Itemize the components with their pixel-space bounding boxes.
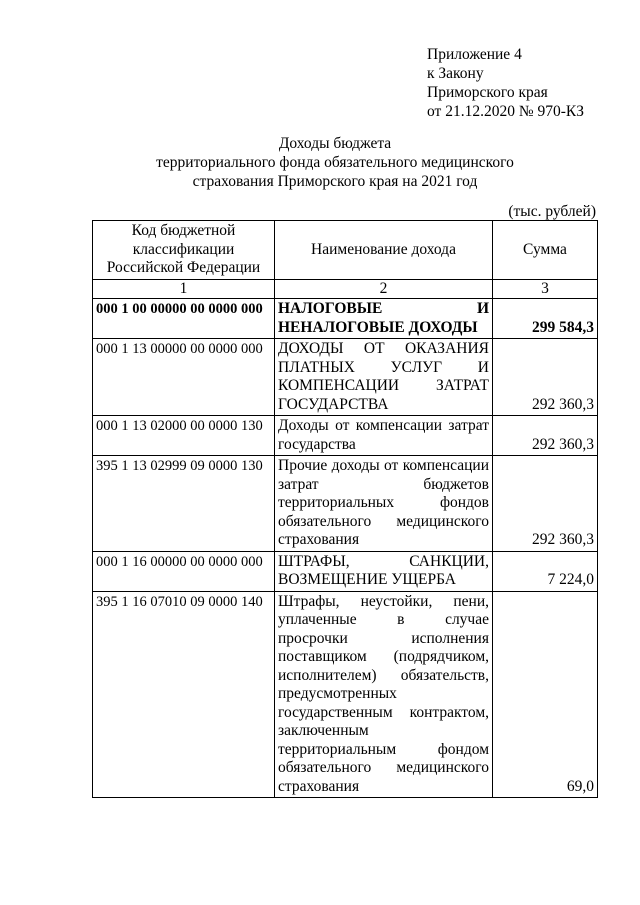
header-sum: Сумма bbox=[493, 221, 598, 280]
column-number: 2 bbox=[275, 279, 493, 299]
row-sum: 292 360,3 bbox=[493, 339, 598, 416]
table-row bbox=[93, 456, 598, 552]
row-sum: 69,0 bbox=[493, 591, 598, 798]
annex-line: Приложение 4 bbox=[427, 46, 522, 63]
row-code: 000 1 13 02000 00 0000 130 bbox=[93, 416, 275, 456]
row-name: Штрафы, неустойки, пени, уплаченные в случае просрочки исполнения поставщиком (подрядчиком, исполнителем) обязательств, предусмотренных государственным контрактом, заключенным территориальным фондом обязательного медицинского страхования bbox=[275, 591, 493, 798]
table-row bbox=[93, 591, 598, 798]
row-name: Прочие доходы от компенсации затрат бюджетов территориальных фондов обязательного медицинского страхования bbox=[275, 456, 493, 552]
row-name: Доходы от компенсации затрат государства bbox=[275, 416, 493, 456]
row-sum: 299 584,3 bbox=[493, 299, 598, 339]
table-row bbox=[93, 551, 598, 591]
annex-reference bbox=[427, 45, 584, 121]
annex-line: Приморского края bbox=[427, 84, 548, 101]
row-name: НАЛОГОВЫЕ И НЕНАЛОГОВЫЕ ДОХОДЫ bbox=[275, 299, 493, 339]
row-code: 000 1 16 00000 00 0000 000 bbox=[93, 551, 275, 591]
table-header-row bbox=[93, 221, 598, 280]
header-code: Код бюджетной классификации Российской Федерации bbox=[93, 221, 275, 280]
annex-line: к Закону bbox=[427, 65, 484, 82]
table-row bbox=[93, 339, 598, 416]
units-note: (тыс. рублей) bbox=[508, 203, 596, 220]
row-sum: 7 224,0 bbox=[493, 551, 598, 591]
title-line: страхования Приморского края на 2021 год bbox=[192, 173, 478, 190]
row-sum: 292 360,3 bbox=[493, 456, 598, 552]
title-line: территориального фонда обязательного медицинского bbox=[156, 154, 514, 171]
document-title bbox=[130, 134, 540, 191]
row-name: ДОХОДЫ ОТ ОКАЗАНИЯ ПЛАТНЫХ УСЛУГ И КОМПЕНСАЦИИ ЗАТРАТ ГОСУДАРСТВА bbox=[275, 339, 493, 416]
column-number: 3 bbox=[493, 279, 598, 299]
column-numbers-row bbox=[93, 279, 598, 299]
row-code: 000 1 13 00000 00 0000 000 bbox=[93, 339, 275, 416]
table-row bbox=[93, 416, 598, 456]
table-row bbox=[93, 299, 598, 339]
row-sum: 292 360,3 bbox=[493, 416, 598, 456]
header-name: Наименование дохода bbox=[275, 221, 493, 280]
row-name: ШТРАФЫ, САНКЦИИ, ВОЗМЕЩЕНИЕ УЩЕРБА bbox=[275, 551, 493, 591]
row-code: 000 1 00 00000 00 0000 000 bbox=[93, 299, 275, 339]
column-number: 1 bbox=[93, 279, 275, 299]
annex-line: от 21.12.2020 № 970-КЗ bbox=[427, 103, 584, 120]
row-code: 395 1 16 07010 09 0000 140 bbox=[93, 591, 275, 798]
title-line: Доходы бюджета bbox=[278, 135, 392, 152]
row-code: 395 1 13 02999 09 0000 130 bbox=[93, 456, 275, 552]
revenue-table bbox=[92, 220, 598, 798]
